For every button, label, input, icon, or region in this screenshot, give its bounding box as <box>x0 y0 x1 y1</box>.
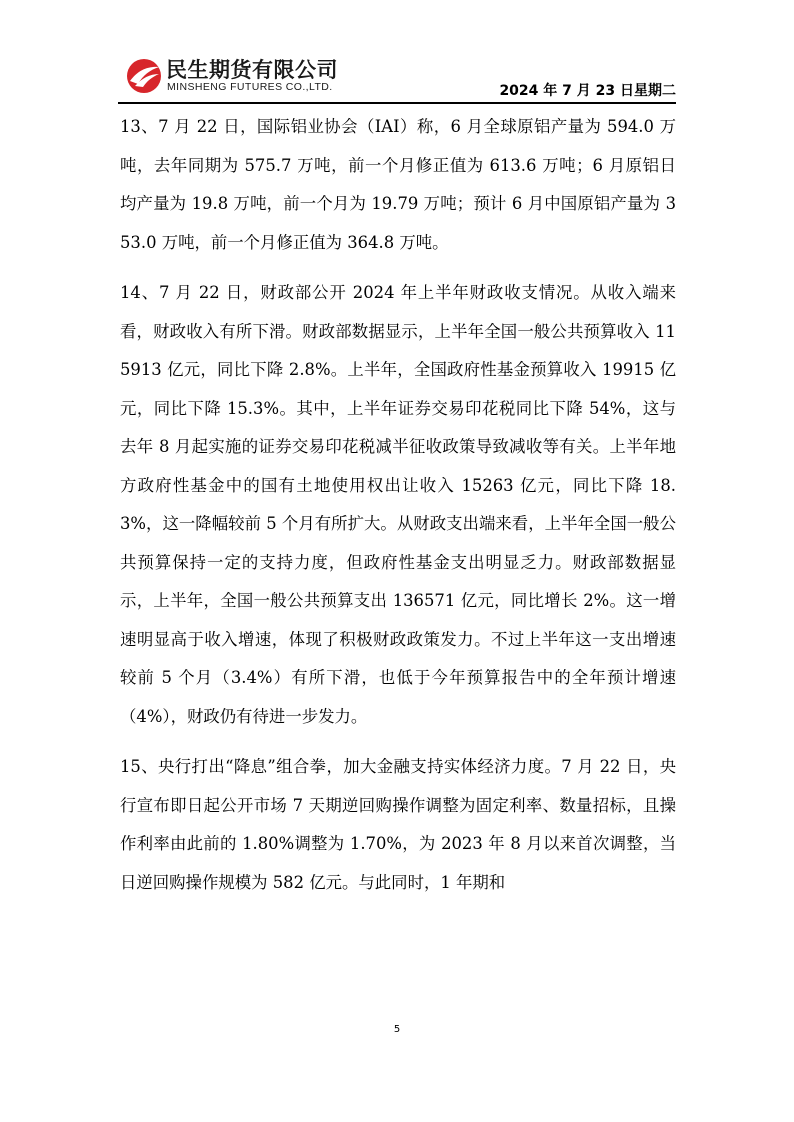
company-logo <box>118 54 378 98</box>
news-item-13: 13、7 月 22 日，国际铝业协会（IAI）称，6 月全球原铝产量为 594.0 万吨，去年同期为 575.7 万吨，前一个月修正值为 613.6 万吨；6 月原铝日均产量为 19.8 万吨，前一个月为 19.79 万吨；预计 6 月中国原铝产量为 353.0 万吨，前一个月修正值为 364.8 万吨。 <box>120 117 676 252</box>
news-item-14: 14、7 月 22 日，财政部公开 2024 年上半年财政收支情况。从收入端来看，财政收入有所下滑。财政部数据显示，上半年全国一般公共预算收入 115913 亿元，同比下降 2.8%。上半年，全国政府性基金预算收入 19915 亿元，同比下降 15.3%。其中，上半年证券交易印花税同比下降 54%，这与去年 8 月起实施的证券交易印花税减半征收政策导致减收等有关。上半年地方政府性基金中的国有土地使用权出让收入 15263 亿元，同比下降 18.3%，这一降幅较前 5 个月有所扩大。从财政支出端来看，上半年全国一般公共预算保持一定的支持力度，但政府性基金支出明显乏力。财政部数据显示，上半年，全国一般公共预算支出 136571 亿元，同比增长 2%。这一增速明显高于收入增速，体现了积极财政政策发力。不过上半年这一支出增速较前 5 个月（3.4%）有所下滑，也低于今年预算报告中的全年预计增速（4%），财政仍有待进一步发力。 <box>120 283 676 726</box>
company-name-en: MINSHENG FUTURES CO.,LTD. <box>167 81 333 93</box>
minsheng-logo-icon <box>124 56 164 96</box>
page-header <box>118 52 676 104</box>
news-item-15: 15、央行打出“降息”组合拳，加大金融支持实体经济力度。7 月 22 日，央行宣布即日起公开市场 7 天期逆回购操作调整为固定利率、数量招标，且操作利率由此前的 1.80%调整为 1.70%，为 2023 年 8 月以来首次调整，当日逆回购操作规模为 582 亿元。与此同时，1 年期和 <box>120 757 676 892</box>
document-body <box>120 108 676 914</box>
page-number: 5 <box>393 1024 401 1035</box>
report-date: 2024 年 7 月 23 日星期二 <box>499 83 676 99</box>
company-name-cn: 民生期货有限公司 <box>166 58 338 82</box>
